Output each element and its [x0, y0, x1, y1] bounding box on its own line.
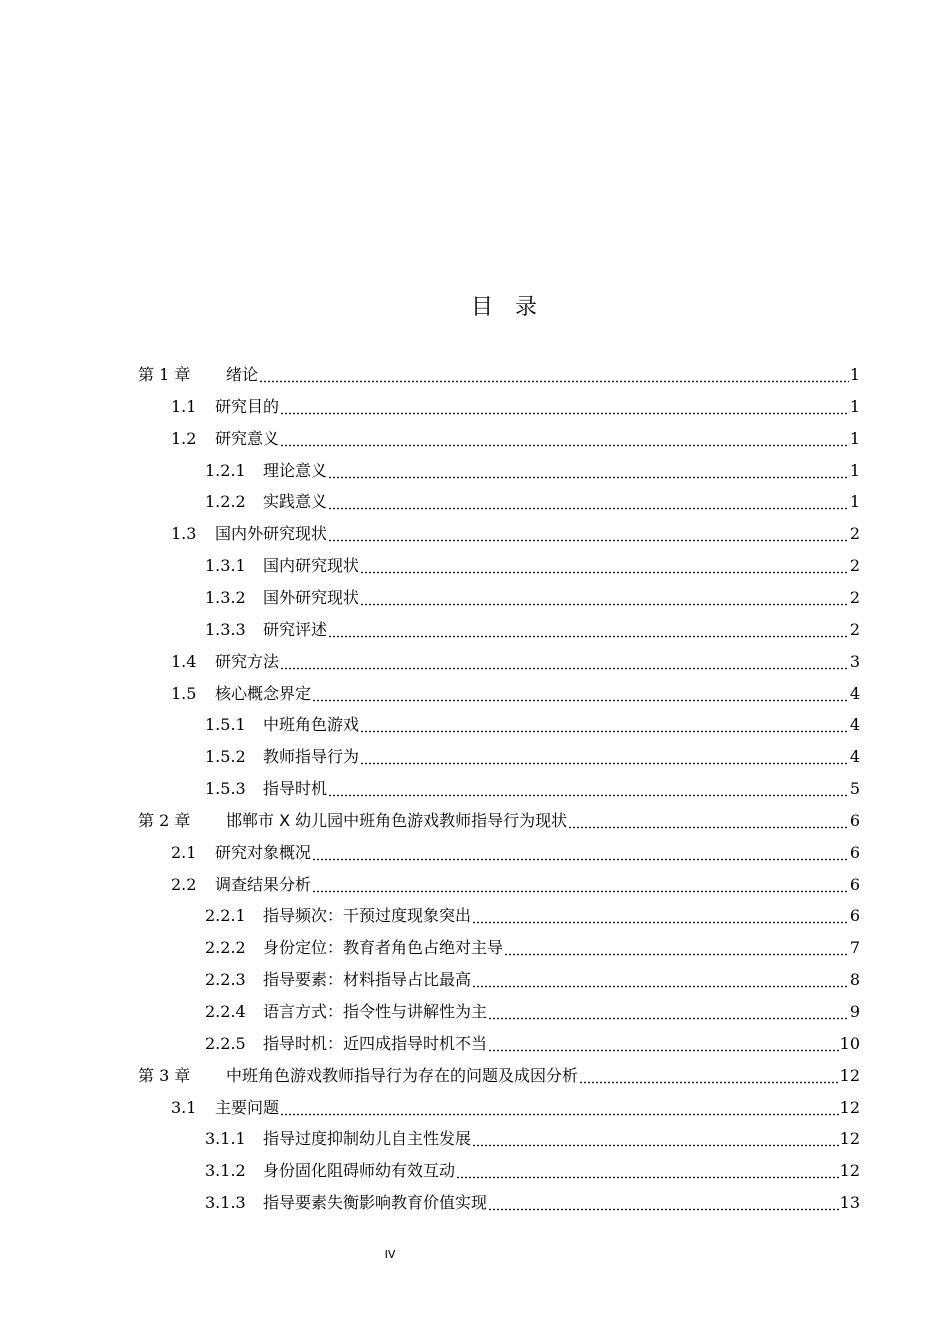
toc-section-entry[interactable] [171, 1092, 860, 1124]
toc-entry-title: 指导频次：干预过度现象突出 [263, 906, 472, 926]
toc-entry-number: 3.1.1 [205, 1129, 246, 1149]
toc-entry-title: 研究目的 [215, 396, 280, 416]
toc-entry-title: 指导时机 [263, 779, 328, 799]
toc-entry-title: 研究方法 [215, 651, 280, 671]
toc-entry-page-number: 12 [839, 1065, 860, 1085]
dot-leader [456, 1161, 839, 1181]
toc-entry-number: 第 2 章 [138, 810, 191, 830]
dot-leader [488, 1034, 839, 1054]
toc-entry-page-number: 12 [839, 1129, 860, 1149]
toc-entry-title: 指导过度抑制幼儿自主性发展 [263, 1129, 472, 1149]
toc-entry-number: 1.3.2 [205, 587, 246, 607]
dot-leader [312, 684, 849, 704]
toc-chapter-entry[interactable] [138, 805, 860, 837]
toc-entry-title: 中班角色游戏 [263, 715, 360, 735]
toc-section-entry[interactable] [171, 869, 860, 901]
toc-entry-page-number: 1 [849, 396, 860, 416]
dot-leader [360, 747, 849, 767]
toc-section-entry[interactable] [205, 455, 860, 487]
toc-entry-number: 3.1.3 [205, 1193, 246, 1213]
dot-leader [312, 843, 849, 863]
dot-leader [360, 556, 849, 576]
dot-leader [280, 1098, 839, 1118]
toc-entry-title: 中班角色游戏教师指导行为存在的问题及成因分析 [226, 1065, 579, 1085]
dot-leader [328, 620, 849, 640]
toc-entry-page-number: 6 [849, 874, 860, 894]
toc-section-entry[interactable] [205, 486, 860, 518]
toc-entry-number: 1.5.3 [205, 779, 246, 799]
toc-entry-page-number: 1 [849, 460, 860, 480]
toc-entry-page-number: 4 [849, 683, 860, 703]
dot-leader [280, 397, 849, 417]
toc-section-entry[interactable] [171, 837, 860, 869]
dot-leader [472, 970, 849, 990]
toc-entry-number: 3.1.2 [205, 1161, 246, 1181]
dot-leader [579, 1066, 839, 1086]
toc-entry-page-number: 10 [839, 1033, 860, 1053]
toc-entry-page-number: 9 [849, 1002, 860, 1021]
toc-entry-number: 2.2.3 [205, 970, 246, 990]
toc-section-entry[interactable] [171, 518, 860, 550]
toc-entry-title: 国内研究现状 [263, 556, 360, 576]
toc-chapter-entry[interactable] [138, 359, 860, 391]
toc-section-entry[interactable] [171, 678, 860, 710]
toc-section-entry[interactable] [205, 1155, 860, 1187]
dot-leader [328, 779, 849, 799]
dot-leader [328, 492, 849, 512]
toc-chapter-entry[interactable] [138, 1060, 860, 1092]
dot-leader [280, 652, 849, 672]
toc-entry-page-number: 1 [849, 365, 860, 384]
toc-entry-number: 1.3.3 [205, 619, 246, 639]
toc-entry-title: 身份定位：教育者角色占绝对主导 [263, 938, 504, 958]
toc-entry-number: 第 1 章 [138, 365, 191, 384]
toc-section-entry[interactable] [205, 773, 860, 805]
toc-entry-title: 研究对象概况 [215, 842, 312, 862]
toc-entry-page-number: 2 [849, 524, 860, 544]
toc-entry-title: 研究意义 [215, 428, 280, 448]
toc-entry-page-number: 1 [849, 428, 860, 448]
toc-entry-title: 指导时机：近四成指导时机不当 [263, 1033, 488, 1053]
toc-entry-title: 实践意义 [263, 492, 328, 512]
toc-section-entry[interactable] [205, 996, 860, 1028]
toc-entry-page-number: 8 [849, 970, 860, 990]
toc-entry-title: 教师指导行为 [263, 747, 360, 767]
toc-entry-title: 理论意义 [263, 460, 328, 480]
page-number-footer: IV [384, 1248, 396, 1261]
toc-entry-number: 1.4 [171, 651, 197, 671]
toc-section-entry[interactable] [205, 550, 860, 582]
dot-leader [504, 938, 849, 958]
toc-entry-number: 2.1 [171, 842, 197, 862]
toc-entry-title: 绪论 [226, 365, 259, 384]
toc-entry-number: 2.2.2 [205, 938, 246, 958]
toc-entry-title: 指导要素：材料指导占比最高 [263, 970, 472, 990]
toc-entry-page-number: 12 [839, 1161, 860, 1181]
toc-entry-page-number: 2 [849, 556, 860, 576]
toc-section-entry[interactable] [171, 391, 860, 423]
toc-entry-title: 研究评述 [263, 619, 328, 639]
toc-section-entry[interactable] [205, 1187, 860, 1219]
dot-leader [488, 1193, 839, 1213]
dot-leader [488, 1002, 849, 1022]
toc-section-entry[interactable] [205, 900, 860, 932]
toc-section-entry[interactable] [205, 709, 860, 741]
toc-entry-page-number: 2 [849, 587, 860, 607]
toc-entry-page-number: 4 [849, 747, 860, 767]
dot-leader [259, 365, 849, 385]
toc-title: 目录 [470, 295, 559, 320]
toc-entry-title: 国外研究现状 [263, 587, 360, 607]
toc-entry-number: 1.5 [171, 683, 197, 703]
toc-entry-title: 指导要素失衡影响教育价值实现 [263, 1193, 488, 1213]
toc-entry-number: 1.1 [171, 396, 197, 416]
toc-entry-number: 2.2 [171, 874, 197, 894]
toc-entry-number: 2.2.5 [205, 1033, 246, 1053]
toc-section-entry[interactable] [205, 964, 860, 996]
toc-entry-page-number: 5 [849, 779, 860, 799]
toc-entry-number: 1.2.1 [205, 460, 246, 480]
toc-section-entry[interactable] [205, 932, 860, 964]
toc-entry-page-number: 13 [839, 1193, 860, 1213]
dot-leader [280, 429, 849, 449]
dot-leader [568, 811, 849, 831]
dot-leader [472, 906, 849, 926]
dot-leader [312, 875, 849, 895]
toc-entry-page-number: 12 [839, 1097, 860, 1117]
toc-entry-number: 1.2.2 [205, 492, 246, 512]
toc-section-entry[interactable] [205, 1123, 860, 1155]
toc-entry-number: 1.2 [171, 428, 197, 448]
toc-entry-number: 1.3.1 [205, 556, 246, 576]
toc-entry-page-number: 3 [849, 651, 860, 671]
toc-entry-title: 邯郸市 X 幼儿园中班角色游戏教师指导行为现状 [226, 810, 568, 830]
toc-section-entry[interactable] [205, 582, 860, 614]
toc-entry-number: 3.1 [171, 1097, 197, 1117]
toc-entry-page-number: 7 [849, 938, 860, 958]
toc-entry-page-number: 6 [849, 810, 860, 830]
toc-entry-title: 国内外研究现状 [215, 524, 328, 544]
toc-entry-number: 2.2.1 [205, 906, 246, 926]
toc-section-entry[interactable] [171, 646, 860, 678]
dot-leader [328, 524, 849, 544]
toc-section-entry[interactable] [205, 1028, 860, 1060]
toc-entry-number: 1.5.1 [205, 715, 246, 735]
toc-entry-number: 1.3 [171, 524, 197, 544]
toc-entry-number: 第 3 章 [138, 1065, 191, 1085]
dot-leader [360, 715, 849, 735]
toc-entry-title: 调查结果分析 [215, 874, 312, 894]
toc-entry-page-number: 1 [849, 492, 860, 512]
toc-entry-page-number: 6 [849, 906, 860, 926]
toc-entry-title: 身份固化阻碍师幼有效互动 [263, 1161, 456, 1181]
toc-section-entry[interactable] [171, 423, 860, 455]
toc-section-entry[interactable] [205, 614, 860, 646]
toc-entry-number: 2.2.4 [205, 1002, 246, 1021]
dot-leader [360, 588, 849, 608]
toc-section-entry[interactable] [205, 741, 860, 773]
toc-entry-page-number: 2 [849, 619, 860, 639]
toc-entry-title: 主要问题 [215, 1097, 280, 1117]
toc-entry-page-number: 4 [849, 715, 860, 735]
dot-leader [328, 461, 849, 481]
toc-entry-title: 语言方式：指令性与讲解性为主 [263, 1002, 488, 1021]
toc-entry-title: 核心概念界定 [215, 683, 312, 703]
dot-leader [472, 1129, 839, 1149]
toc-entry-number: 1.5.2 [205, 747, 246, 767]
toc-entry-page-number: 6 [849, 842, 860, 862]
